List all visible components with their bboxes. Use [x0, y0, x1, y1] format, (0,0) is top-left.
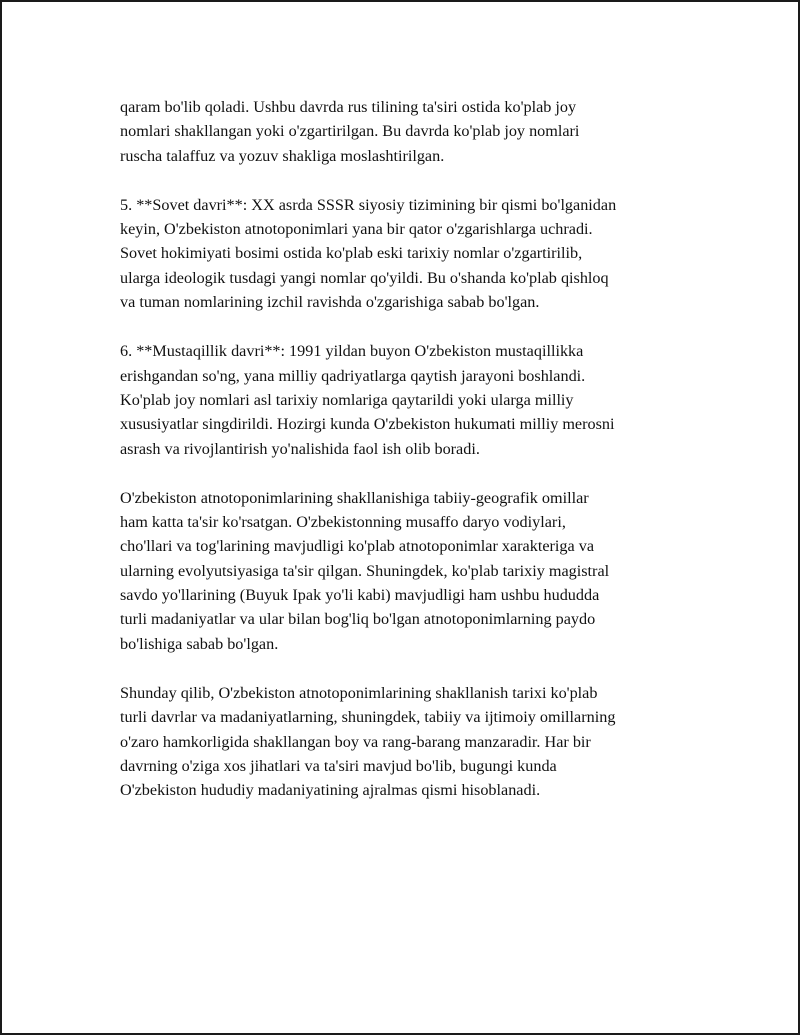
text-line: 5. **Sovet davri**: XX asrda SSSR siyosiy tizimining bir qismi bo'lganidan	[120, 195, 617, 214]
text-line: va tuman nomlarining izchil ravishda o'zgarishiga sabab bo'lgan.	[120, 293, 540, 312]
paragraph-geographic-factors	[120, 486, 700, 656]
text-line: ularning evolyutsiyasiga ta'sir qilgan. Shuningdek, ko'plab tarixiy magistral	[120, 561, 610, 580]
text-line: 6. **Mustaqillik davri**: 1991 yildan buyon O'zbekiston mustaqillikka	[120, 342, 584, 361]
text-line: keyin, O'zbekiston atnotoponimlari yana bir qator o'zgarishlarga uchradi.	[120, 220, 593, 239]
text-line: erishgandan so'ng, yana milliy qadriyatlarga qaytish jarayoni boshlandi.	[120, 366, 586, 385]
paragraph-independence-period	[120, 339, 700, 460]
text-line: Ko'plab joy nomlari asl tarixiy nomlariga qaytarildi yoki ularga milliy	[120, 390, 574, 409]
text-line: Shunday qilib, O'zbekiston atnotoponimlarining shakllanish tarixi ko'plab	[120, 683, 598, 702]
paragraph-continuation	[120, 95, 700, 168]
text-line: nomlari shakllangan yoki o'zgartirilgan. Bu davrda ko'plab joy nomlari	[120, 122, 580, 141]
text-line: turli madaniyatlar va ular bilan bog'liq bo'lgan atnotoponimlarning paydo	[120, 610, 596, 629]
text-line: ruscha talaffuz va yozuv shakliga moslashtirilgan.	[120, 146, 445, 165]
text-line: O'zbekiston hududiy madaniyatining ajralmas qismi hisoblanadi.	[120, 781, 541, 800]
text-line: xususiyatlar singdirildi. Hozirgi kunda O'zbekiston hukumati milliy merosni	[120, 415, 615, 434]
text-line: Sovet hokimiyati bosimi ostida ko'plab eski tarixiy nomlar o'zgartirilib,	[120, 244, 583, 263]
text-line: davrning o'ziga xos jihatlari va ta'siri mavjud bo'lib, bugungi kunda	[120, 756, 557, 775]
text-line: qaram bo'lib qoladi. Ushbu davrda rus tilining ta'siri ostida ko'plab joy	[120, 98, 577, 116]
text-line: savdo yo'llarining (Buyuk Ipak yo'li kabi) mavjudligi ham ushbu hududda	[120, 586, 600, 605]
text-line: turli davrlar va madaniyatlarning, shuningdek, tabiiy va ijtimoiy omillarning	[120, 708, 616, 727]
text-line: o'zaro hamkorligida shakllangan boy va rang-barang manzaradir. Har bir	[120, 732, 591, 751]
text-line: ularga ideologik tusdagi yangi nomlar qo'yildi. Bu o'shanda ko'plab qishloq	[120, 268, 609, 287]
text-line: cho'llari va tog'larining mavjudligi ko'plab atnotoponimlar xarakteriga va	[120, 537, 595, 556]
paragraph-soviet-period	[120, 193, 700, 314]
text-line: asrash va rivojlantirish yo'nalishida faol ish olib boradi.	[120, 439, 480, 458]
text-line: O'zbekiston atnotoponimlarining shakllanishiga tabiiy-geografik omillar	[120, 488, 589, 507]
text-line: bo'lishiga sabab bo'lgan.	[120, 634, 279, 653]
text-line: ham katta ta'sir ko'rsatgan. O'zbekistonning musaffo daryo vodiylari,	[120, 513, 566, 532]
paragraph-conclusion	[120, 681, 700, 802]
document-body	[120, 95, 700, 827]
